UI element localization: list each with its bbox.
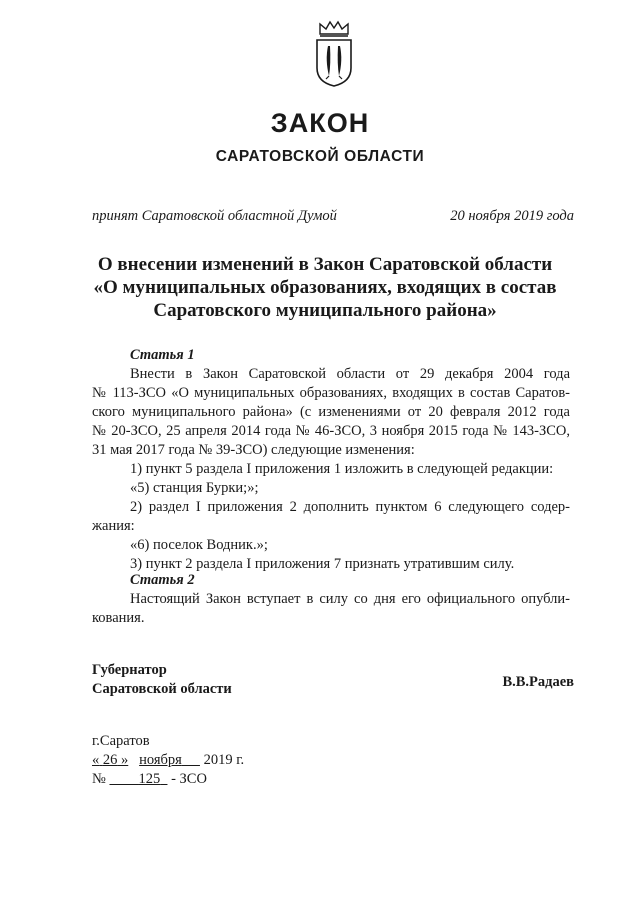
signatory-position (92, 661, 232, 699)
heading-line: О внесении изменений в Закон Саратовской области (97, 254, 553, 275)
number-value: 125 (138, 771, 161, 787)
law-heading (60, 253, 590, 322)
paragraph-line: № 20-ЗСО, 25 апреля 2014 года № 46-ЗСО, 3 ноября 2015 года № 143-ЗСО, (92, 423, 570, 439)
paragraph-line: Внести в Закон Саратовской области от 29 декабря 2004 года (130, 366, 570, 382)
city: г.Саратов (92, 733, 150, 749)
number-suffix: - ЗСО (171, 771, 207, 787)
number-sign: № (92, 771, 106, 787)
article-2-title: Статья 2 (130, 572, 195, 588)
position-line: Саратовской области (92, 681, 232, 697)
document-footer (92, 732, 244, 789)
paragraph-line: «5) станция Бурки;»; (130, 480, 259, 496)
paragraph-line: 2) раздел I приложения 2 дополнить пунктом 6 следующего содер- (130, 499, 570, 515)
article-2-body (92, 590, 570, 628)
date-quote-close: » (121, 752, 129, 768)
signatory-name: В.В.Радаев (502, 674, 574, 690)
paragraph-line: ского муниципального района» (с изменениями от 20 февраля 2012 года (92, 404, 570, 420)
law-number (92, 770, 244, 789)
law-title: ЗАКОН (270, 108, 370, 138)
signing-date (92, 751, 244, 770)
paragraph-line: 31 мая 2017 года № 39-ЗСО) следующие изменения: (92, 442, 415, 458)
article-1-body (92, 365, 570, 574)
article-1-title: Статья 1 (130, 347, 195, 363)
date-quote-open: « (92, 752, 100, 768)
date-month: ноября (139, 752, 182, 768)
paragraph-line: кования. (92, 610, 145, 626)
paragraph-line: 1) пункт 5 раздела I приложения 1 изложить в следующей редакции: (130, 461, 554, 477)
date-day: 26 (102, 752, 118, 768)
region-subtitle: САРАТОВСКОЙ ОБЛАСТИ (215, 148, 425, 165)
date-year: 2019 г. (203, 752, 245, 768)
saratov-coat-of-arms-icon (312, 20, 356, 88)
position-line: Губернатор (92, 662, 167, 678)
paragraph-line: № 113-ЗСО «О муниципальных образованиях, входящих в состав Саратов- (92, 385, 570, 401)
heading-line: «О муниципальных образованиях, входящих в состав (93, 277, 557, 298)
heading-line: Саратовского муниципального района» (153, 300, 497, 321)
adopted-by: принят Саратовской областной Думой (92, 208, 337, 224)
paragraph-line: Настоящий Закон вступает в силу со дня его официального опубли- (130, 591, 570, 607)
paragraph-line: жания: (92, 518, 135, 534)
paragraph-line: «6) поселок Водник.»; (130, 537, 268, 553)
paragraph-line: 3) пункт 2 раздела I приложения 7 признать утратившим силу. (130, 556, 515, 572)
adoption-date: 20 ноября 2019 года (450, 208, 574, 224)
